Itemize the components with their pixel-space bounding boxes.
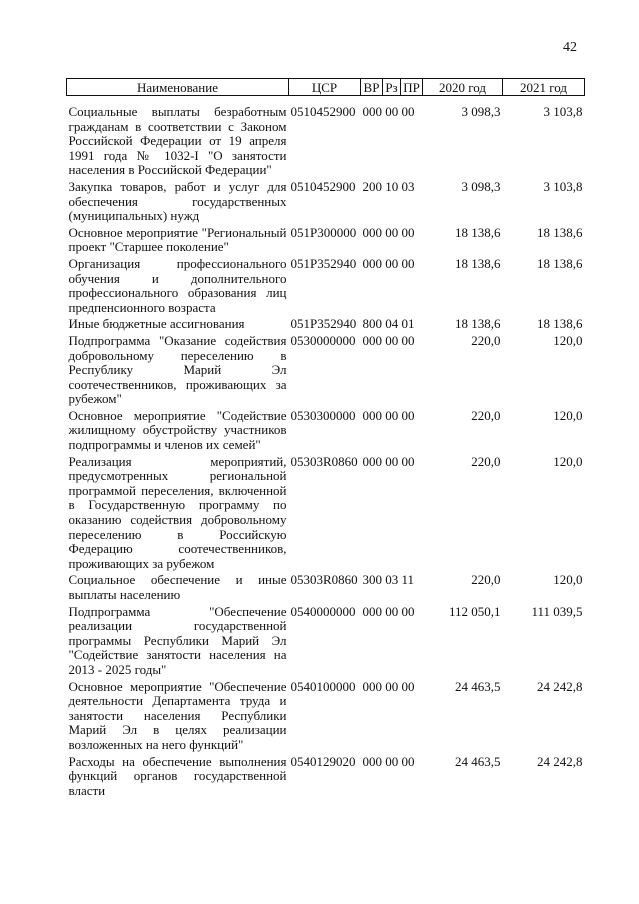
row-csr: 05303R0860 <box>290 453 358 469</box>
row-name: Подпрограмма "Обеспечение реализации государственной программы Республики Марий Эл "Содействие занятости населения на 2013 - 2025 годы" <box>68 603 287 677</box>
row-value-2020: 3 098,3 <box>461 104 501 119</box>
row-name: Социальное обеспечение и иные выплаты населению <box>68 572 287 602</box>
row-name: Закупка товаров, работ и услуг для обеспечения государственных (муниципальных) нужд <box>68 178 287 224</box>
row-value-2020: 3 098,3 <box>461 178 501 194</box>
row-value-2021: 24 242,8 <box>537 678 583 694</box>
row-name: Реализация мероприятий, предусмотренных региональной программой переселения, включенной в Государственную программу по оказанию содействия добровольному переселению в Российскую Федерацию соотечественников, проживающих за рубежом <box>68 453 287 571</box>
table-row <box>67 408 585 454</box>
table-row <box>67 316 585 333</box>
table-row <box>67 572 585 603</box>
budget-table <box>66 78 585 799</box>
row-value-2021: 18 138,6 <box>537 255 583 271</box>
row-name: Иные бюджетные ассигнования <box>68 316 245 332</box>
row-name: Подпрограмма "Оказание содействия добровольному переселению в Республику Марий Эл соотечественников, проживающих за рубежом" <box>68 332 287 407</box>
row-value-2021: 3 103,8 <box>543 104 583 119</box>
row-codes: 000 00 00 <box>362 224 415 240</box>
row-codes: 000 00 00 <box>362 603 415 619</box>
row-codes: 300 03 11 <box>362 572 415 588</box>
row-value-2020: 112 050,1 <box>448 603 501 619</box>
row-value-2021: 120,0 <box>553 407 583 423</box>
row-name: Социальные выплаты безработным гражданам в соответствии с Законом Российской Федерации от 19 апреля 1991 года № 1032-I "О занятости населения в Российской Федерации" <box>68 104 287 178</box>
row-codes: 000 00 00 <box>362 753 415 769</box>
row-csr: 0510452900 <box>290 178 356 194</box>
row-value-2020: 18 138,6 <box>455 255 501 271</box>
header-name: Наименование <box>67 79 289 96</box>
row-csr: 051P300000 <box>290 224 357 240</box>
page-number: 42 <box>563 40 577 55</box>
header-vr: ВР <box>361 79 383 96</box>
row-codes: 000 00 00 <box>362 332 415 348</box>
row-csr: 0540129020 <box>290 753 356 769</box>
table-row <box>67 604 585 679</box>
row-value-2020: 220,0 <box>471 572 501 588</box>
row-value-2020: 24 463,5 <box>455 678 501 694</box>
header-csr: ЦСР <box>289 79 361 96</box>
row-value-2021: 120,0 <box>553 453 583 469</box>
row-value-2021: 18 138,6 <box>537 224 583 240</box>
table-row <box>67 754 585 800</box>
row-codes: 000 00 00 <box>362 678 415 694</box>
row-csr: 0530300000 <box>290 407 356 423</box>
row-value-2021: 120,0 <box>553 572 583 588</box>
header-2020: 2020 год <box>423 79 503 96</box>
row-name: Основное мероприятие "Региональный проект "Старшее поколение" <box>68 224 287 255</box>
row-value-2021: 18 138,6 <box>537 316 583 332</box>
row-codes: 000 00 00 <box>362 104 415 119</box>
row-value-2020: 24 463,5 <box>455 753 501 769</box>
row-name: Расходы на обеспечение выполнения функций органов государственной власти <box>68 753 287 798</box>
row-value-2021: 24 242,8 <box>537 753 583 769</box>
row-csr: 051P352940 <box>290 255 357 271</box>
row-codes: 000 00 00 <box>362 453 415 469</box>
row-codes: 000 00 00 <box>362 407 415 423</box>
row-name: Основное мероприятие "Содействие жилищному обустройству участников подпрограммы и членов их семей" <box>68 407 287 453</box>
table-row <box>67 104 585 179</box>
row-name: Организация профессионального обучения и дополнительного профессионального образования лиц предпенсионного возраста <box>68 255 287 315</box>
row-csr: 0530000000 <box>290 332 356 348</box>
header-2021: 2021 год <box>503 79 585 96</box>
row-value-2021: 3 103,8 <box>543 178 583 194</box>
header-pr: ПР <box>401 79 423 96</box>
table-header-row <box>67 79 585 96</box>
row-value-2021: 120,0 <box>553 332 583 348</box>
table-row <box>67 179 585 225</box>
row-csr: 0540000000 <box>290 603 356 619</box>
table-row <box>67 679 585 754</box>
table-row <box>67 454 585 573</box>
row-name: Основное мероприятие "Обеспечение деятельности Департамента труда и занятости населения Республики Марий Эл в целях реализации возложенных на него функций" <box>68 678 287 752</box>
row-csr: 0540100000 <box>290 678 356 694</box>
table-row <box>67 225 585 256</box>
row-value-2020: 220,0 <box>471 453 501 469</box>
row-codes: 000 00 00 <box>362 255 415 271</box>
row-value-2020: 18 138,6 <box>455 316 501 332</box>
table-row <box>67 333 585 408</box>
row-value-2020: 220,0 <box>471 407 501 423</box>
row-codes: 800 04 01 <box>362 316 415 332</box>
row-csr: 051P352940 <box>290 316 357 332</box>
row-csr: 05303R0860 <box>290 572 358 588</box>
header-rz: Рз <box>383 79 401 96</box>
row-value-2021: 111 039,5 <box>531 603 583 619</box>
row-csr: 0510452900 <box>290 104 356 119</box>
row-codes: 200 10 03 <box>362 178 415 194</box>
table-row <box>67 256 585 316</box>
row-value-2020: 18 138,6 <box>455 224 501 240</box>
row-value-2020: 220,0 <box>471 332 501 348</box>
